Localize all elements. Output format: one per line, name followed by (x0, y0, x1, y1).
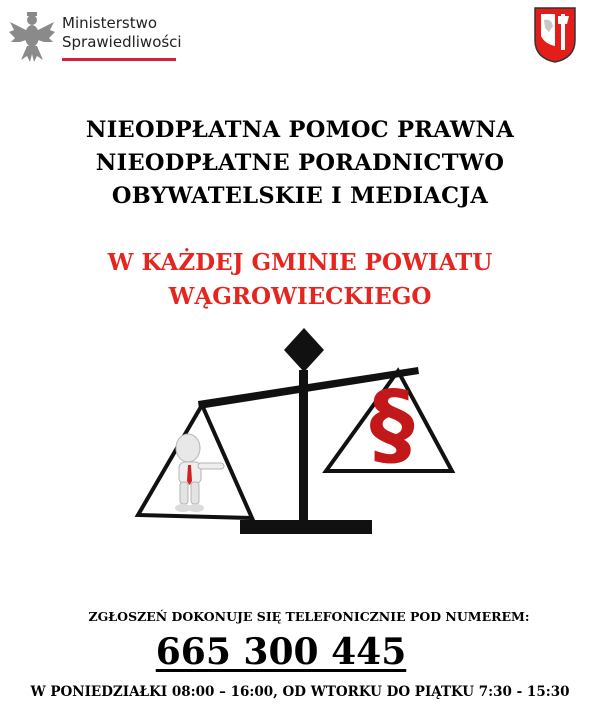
headline-line-2: NIEODPŁATNE PORADNICTWO (95, 150, 505, 176)
polish-eagle-icon (8, 10, 56, 64)
headline-line-1: NIEODPŁATNA POMOC PRAWNA (85, 117, 515, 143)
headline (0, 114, 600, 213)
coat-of-arms-icon (533, 6, 577, 64)
contact-intro: ZGŁOSZEŃ DOKONUJE SIĘ TELEFONICZNIE POD NUMEREM: (88, 609, 530, 624)
scale-of-justice-illustration (130, 325, 475, 550)
subheadline-line-2: WĄGROWIECKIEGO (168, 283, 432, 310)
ministry-name-line2: Sprawiedliwości (62, 33, 182, 51)
subheadline (0, 246, 600, 314)
ministry-logo (8, 10, 182, 68)
office-hours: W PONIEDZIAŁKI 08:00 – 16:00, OD WTORKU DO PIĄTKU 7:30 - 15:30 (30, 684, 570, 700)
person-figure-icon (175, 434, 224, 512)
phone-number (0, 628, 562, 676)
ministry-name-line1: Ministerstwo (62, 14, 158, 32)
headline-line-3: OBYWATELSKIE I MEDIACJA (111, 183, 489, 209)
paragraph-symbol-icon: § (369, 372, 415, 477)
phone-number-text: 665 300 445 (155, 631, 407, 673)
subheadline-line-1: W KAŻDEJ GMINIE POWIATU (107, 249, 493, 276)
ministry-name (62, 14, 182, 52)
ministry-accent-bar (62, 58, 176, 61)
